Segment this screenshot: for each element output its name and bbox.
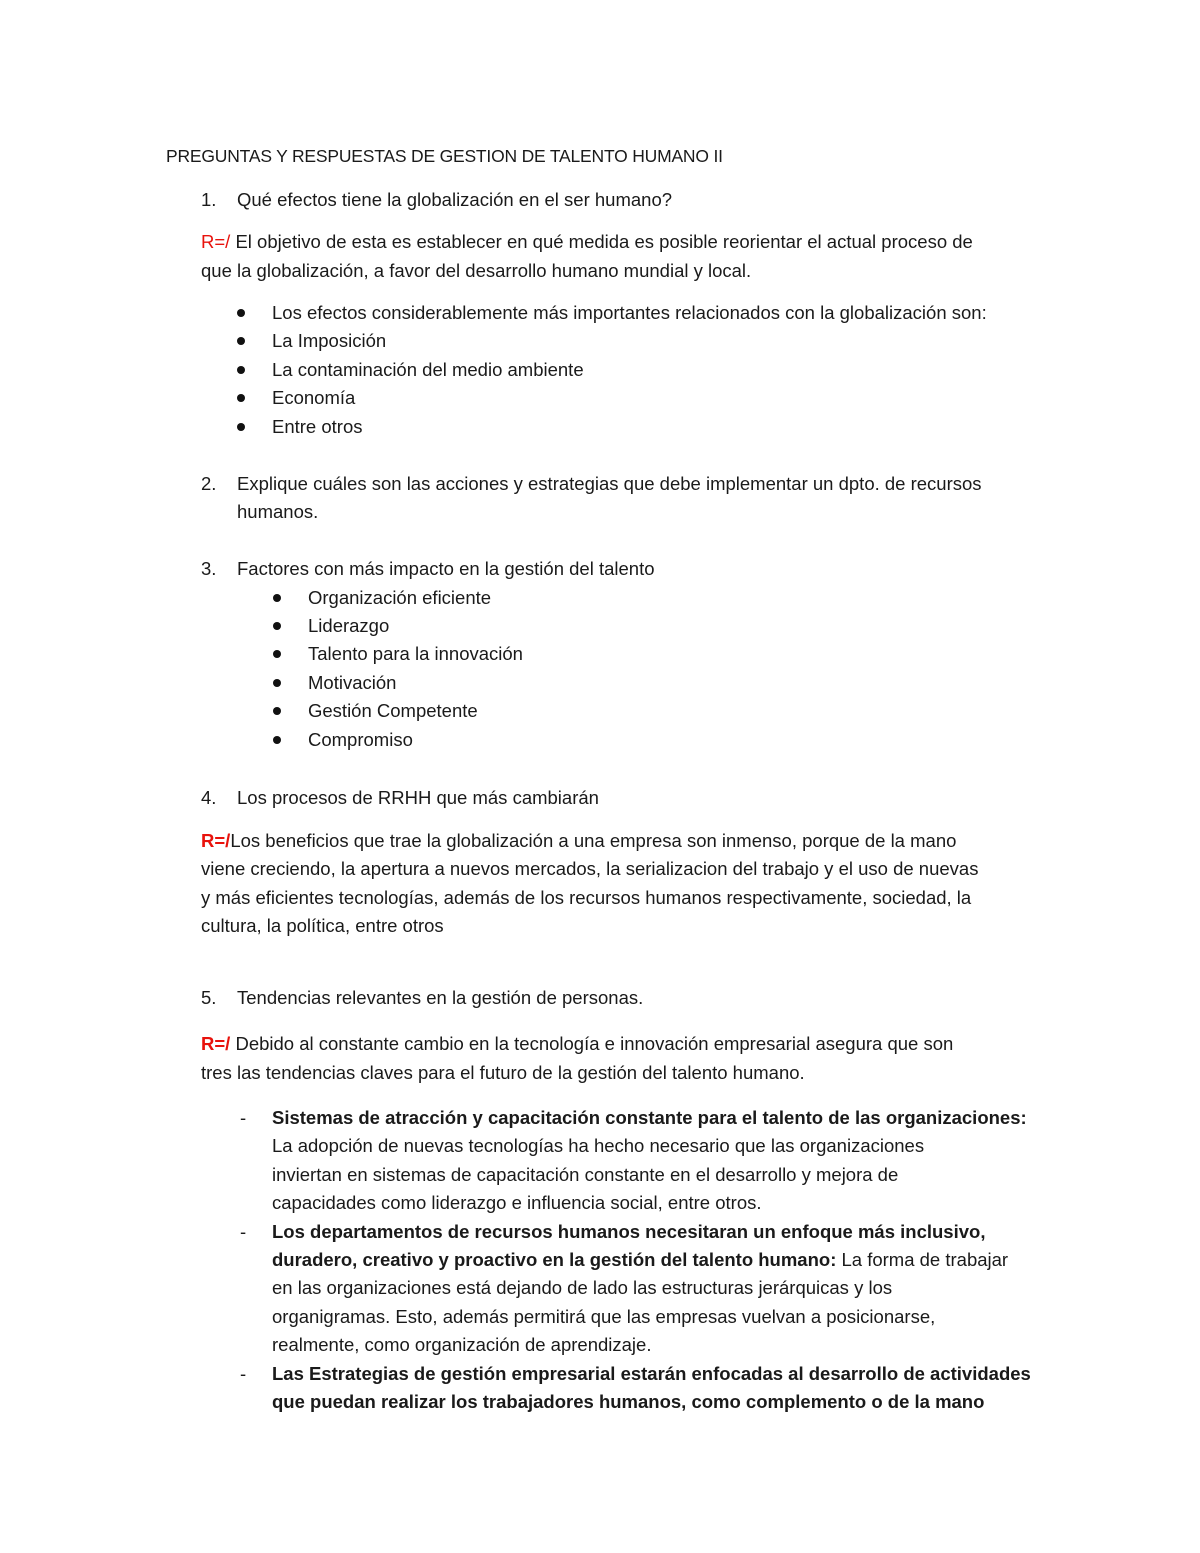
answer-text: Debido al constante cambio en la tecnología e innovación empresarial asegura que son bbox=[230, 1033, 954, 1054]
list-item-text: organigramas. Esto, además permitirá que las empresas vuelvan a posicionarse, bbox=[272, 1306, 936, 1327]
bullet-icon bbox=[273, 736, 281, 744]
bullet-icon bbox=[273, 707, 281, 715]
list-item-text: inviertan en sistemas de capacitación constante en el desarrollo y mejora de bbox=[272, 1164, 899, 1185]
question-text: Tendencias relevantes en la gestión de personas. bbox=[237, 987, 644, 1008]
bullet-icon bbox=[237, 309, 245, 317]
bullet-icon bbox=[273, 622, 281, 630]
bullet-icon bbox=[237, 394, 245, 402]
question-number: 3. bbox=[201, 558, 217, 579]
question-number: 4. bbox=[201, 787, 217, 808]
question-text: Explique cuáles son las acciones y estrategias que debe implementar un dpto. de recursos bbox=[237, 473, 982, 494]
answer-line bbox=[201, 1032, 953, 1056]
dash-bullet: - bbox=[240, 1107, 247, 1128]
list-item-text: realmente, como organización de aprendizaje. bbox=[272, 1334, 652, 1355]
answer-prefix: R=/ bbox=[201, 1033, 231, 1054]
bullet-icon bbox=[273, 650, 281, 658]
answer-line bbox=[201, 230, 973, 254]
list-item-text bbox=[272, 1248, 1008, 1272]
list-item: Talento para la innovación bbox=[308, 643, 523, 664]
question-number: 1. bbox=[201, 189, 217, 210]
list-item: Liderazgo bbox=[308, 615, 390, 636]
list-item: Motivación bbox=[308, 672, 397, 693]
list-item-heading: que puedan realizar los trabajadores humanos, como complemento o de la mano bbox=[272, 1391, 985, 1412]
list-item: Entre otros bbox=[272, 416, 363, 437]
answer-text: El objetivo de esta es establecer en qué medida es posible reorientar el actual proceso de bbox=[230, 231, 973, 252]
dash-bullet: - bbox=[240, 1221, 247, 1242]
bullet-icon bbox=[237, 423, 245, 431]
list-item: La Imposición bbox=[272, 330, 387, 351]
list-item: Organización eficiente bbox=[308, 587, 492, 608]
list-item-text: capacidades como liderazgo e influencia social, entre otros. bbox=[272, 1192, 762, 1213]
list-item-text: La forma de trabajar bbox=[836, 1249, 1009, 1270]
document-title: PREGUNTAS Y RESPUESTAS DE GESTION DE TALENTO HUMANO II bbox=[166, 146, 723, 166]
answer-line: que la globalización, a favor del desarrollo humano mundial y local. bbox=[201, 260, 752, 281]
list-item: La contaminación del medio ambiente bbox=[272, 359, 584, 380]
list-item-heading: Los departamentos de recursos humanos necesitaran un enfoque más inclusivo, bbox=[272, 1221, 986, 1242]
dash-bullet: - bbox=[240, 1363, 247, 1384]
answer-line: y más eficientes tecnologías, además de los recursos humanos respectivamente, sociedad, la bbox=[201, 887, 972, 908]
answer-prefix: R=/ bbox=[201, 830, 231, 851]
question-number: 5. bbox=[201, 987, 217, 1008]
bullet-icon bbox=[237, 337, 245, 345]
list-item-heading: duradero, creativo y proactivo en la gestión del talento humano: bbox=[272, 1249, 837, 1270]
answer-line: viene creciendo, la apertura a nuevos mercados, la serializacion del trabajo y el uso de nuevas bbox=[201, 858, 979, 879]
question-text: Los procesos de RRHH que más cambiarán bbox=[237, 787, 599, 808]
bullet-icon bbox=[273, 594, 281, 602]
list-item: Compromiso bbox=[308, 729, 413, 750]
list-item: Los efectos considerablemente más importantes relacionados con la globalización son: bbox=[272, 302, 987, 323]
list-item-heading: Sistemas de atracción y capacitación constante para el talento de las organizaciones: bbox=[272, 1107, 1027, 1128]
list-item: Economía bbox=[272, 387, 356, 408]
question-text: Factores con más impacto en la gestión del talento bbox=[237, 558, 655, 579]
answer-line: cultura, la política, entre otros bbox=[201, 915, 444, 936]
list-item-text: en las organizaciones está dejando de lado las estructuras jerárquicas y los bbox=[272, 1277, 893, 1298]
answer-text: Los beneficios que trae la globalización a una empresa son inmenso, porque de la mano bbox=[230, 830, 957, 851]
list-item-heading: Las Estrategias de gestión empresarial estarán enfocadas al desarrollo de actividades bbox=[272, 1363, 1031, 1384]
answer-line bbox=[201, 829, 956, 853]
list-item: Gestión Competente bbox=[308, 700, 478, 721]
question-number: 2. bbox=[201, 473, 217, 494]
answer-line: tres las tendencias claves para el futuro de la gestión del talento humano. bbox=[201, 1062, 805, 1083]
question-text: humanos. bbox=[237, 501, 319, 522]
answer-prefix: R=/ bbox=[201, 231, 231, 252]
list-item-text: La adopción de nuevas tecnologías ha hecho necesario que las organizaciones bbox=[272, 1135, 925, 1156]
bullet-icon bbox=[237, 366, 245, 374]
question-text: Qué efectos tiene la globalización en el ser humano? bbox=[237, 189, 673, 210]
bullet-icon bbox=[273, 679, 281, 687]
